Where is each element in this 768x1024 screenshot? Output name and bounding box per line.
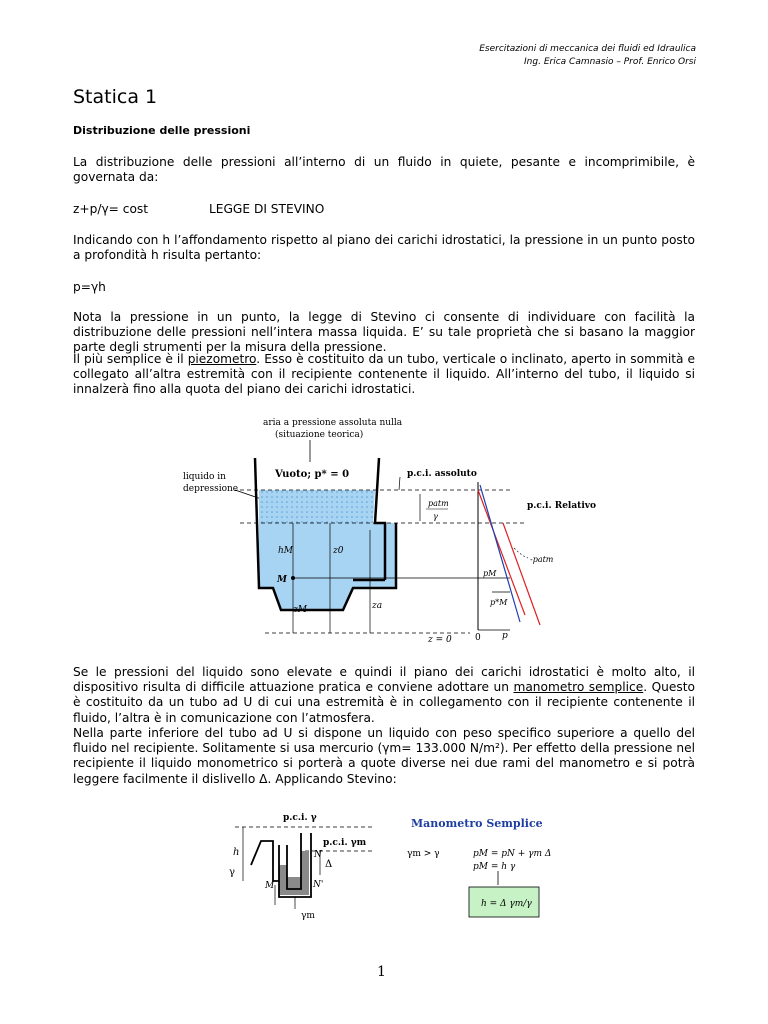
stevino-label: LEGGE DI STEVINO: [209, 202, 325, 216]
depression-zone: [259, 490, 375, 523]
N-label: N: [314, 850, 322, 860]
pci-gamma-label: p.c.i. γ: [283, 813, 317, 823]
manometer-paragraph: Se le pressioni del liquido sono elevate e quindi il piano dei carichi idrostatici è molto alto, il dispositivo risulta di difficile attuazione pratica e conviene adottare un manometro semplice. Questo è costituito da un tubo ad U di cui una estremità è in collegamento con il recipiente contenente il fluido, l’altra è in comunicazione con l’atmosfera.: [73, 665, 695, 725]
depth-paragraph: Indicando con h l’affondamento rispetto al piano dei carichi idrostatici, la pressione in un punto posto a profondità h risulta pertanto:: [73, 233, 695, 263]
delta-label: Δ: [325, 859, 333, 870]
eq1: pM = pN + γm Δ: [473, 849, 552, 859]
p-axis-label: p: [502, 631, 508, 641]
eq2: pM = h γ: [473, 862, 516, 872]
M-label: M: [277, 575, 287, 585]
absolute-pressure-line-2: [503, 523, 540, 625]
page-title: Statica 1: [73, 86, 158, 108]
aria-label-2: (situazione teorica): [275, 430, 364, 440]
pressure-formula: p=γh: [73, 280, 106, 294]
manometer-figure: [215, 805, 555, 923]
pM-label: pM: [483, 569, 497, 578]
intro-paragraph: La distribuzione delle pressioni all’interno di un fluido in quiete, pesante e incomprimibile, è governata da:: [73, 155, 695, 185]
header-course: Esercitazioni di meccanica dei fluidi ed Idraulica: [479, 44, 696, 54]
header-authors: Ing. Erica Camnasio – Prof. Enrico Orsi: [524, 57, 696, 67]
result-formula: h = Δ γm/γ: [481, 899, 532, 909]
tube-left-arm: [251, 841, 279, 881]
zM-label: zM: [293, 605, 307, 615]
page-number: 1: [377, 964, 386, 980]
pci-assoluto-label: p.c.i. assoluto: [407, 469, 477, 479]
absolute-pressure-line: [478, 490, 525, 615]
gamma-label: γ: [229, 867, 235, 878]
mercury-paragraph: Nella parte inferiore del tubo ad U si dispone un liquido con peso specifico superiore a quello del fluido nel recipiente. Solitamente si usa mercurio (γm= 133.000 N/m²). Per effetto della pressione nel recipiente il liquido monometrico si porterà a quote diverse nei due rami del manometro e si potrà leggere facilmente il dislivello Δ. Applicando Stevino:: [73, 726, 695, 786]
piezometro-link[interactable]: piezometro: [187, 352, 257, 366]
za-label: za: [372, 601, 383, 611]
piezometer-figure: [180, 410, 596, 646]
mercury-left-arm: [279, 865, 287, 885]
pci-abs-pointer: [399, 477, 400, 490]
stevino-formula: z+p/γ= cost: [73, 202, 149, 216]
aria-label-1: aria a pressione assoluta nulla: [263, 418, 403, 428]
section-heading: Distribuzione delle pressioni: [73, 124, 251, 137]
manometro-link[interactable]: manometro semplice: [513, 680, 644, 695]
mercury-right-arm: [301, 851, 309, 881]
manometer-title: Manometro Semplice: [411, 817, 543, 830]
pci-relativo-label: p.c.i. Relativo: [527, 501, 596, 511]
patm-den: γ: [433, 512, 438, 521]
M-label-2: M: [265, 881, 275, 891]
stevino-line: [73, 202, 695, 217]
z0-label: z0: [333, 546, 344, 556]
piezometer-paragraph: Il più semplice è il piezometro. Esso è costituito da un tubo, verticale o inclinato, aperto in sommità e collegato all’altra estremità con il recipiente contenente il liquido. All’interno del tubo, il liquido si innalzerà fino alla quota del piano dei carichi idrostatici.: [73, 352, 695, 397]
patm-num: patm: [428, 499, 449, 508]
datum-label: z = 0: [428, 635, 452, 645]
stevino-note-paragraph: Nota la pressione in un punto, la legge di Stevino ci consente di individuare con facilità la distribuzione delle pressioni nell’intera massa liquida. E’ su tale proprietà che si basano la maggior parte degli strumenti per la misura della pressione.: [73, 310, 695, 355]
h-label: h: [233, 847, 240, 858]
liquido-label-2: depressione: [183, 484, 239, 494]
pci-gamma-m-label: p.c.i. γm: [323, 838, 367, 848]
vuoto-label: Vuoto; p* = 0: [275, 469, 350, 480]
gamma-m-label: γm: [301, 911, 315, 921]
gamma-inequality: γm > γ: [407, 849, 440, 859]
minus-patm-label: -patm: [530, 555, 554, 564]
hM-label: hM: [278, 546, 294, 556]
pstarM-label: p*M: [490, 598, 508, 607]
patm-leader: [514, 548, 528, 558]
liquido-label-1: liquido in: [183, 472, 226, 482]
N-prime-label: N': [313, 880, 324, 890]
origin-label: 0: [475, 633, 481, 643]
